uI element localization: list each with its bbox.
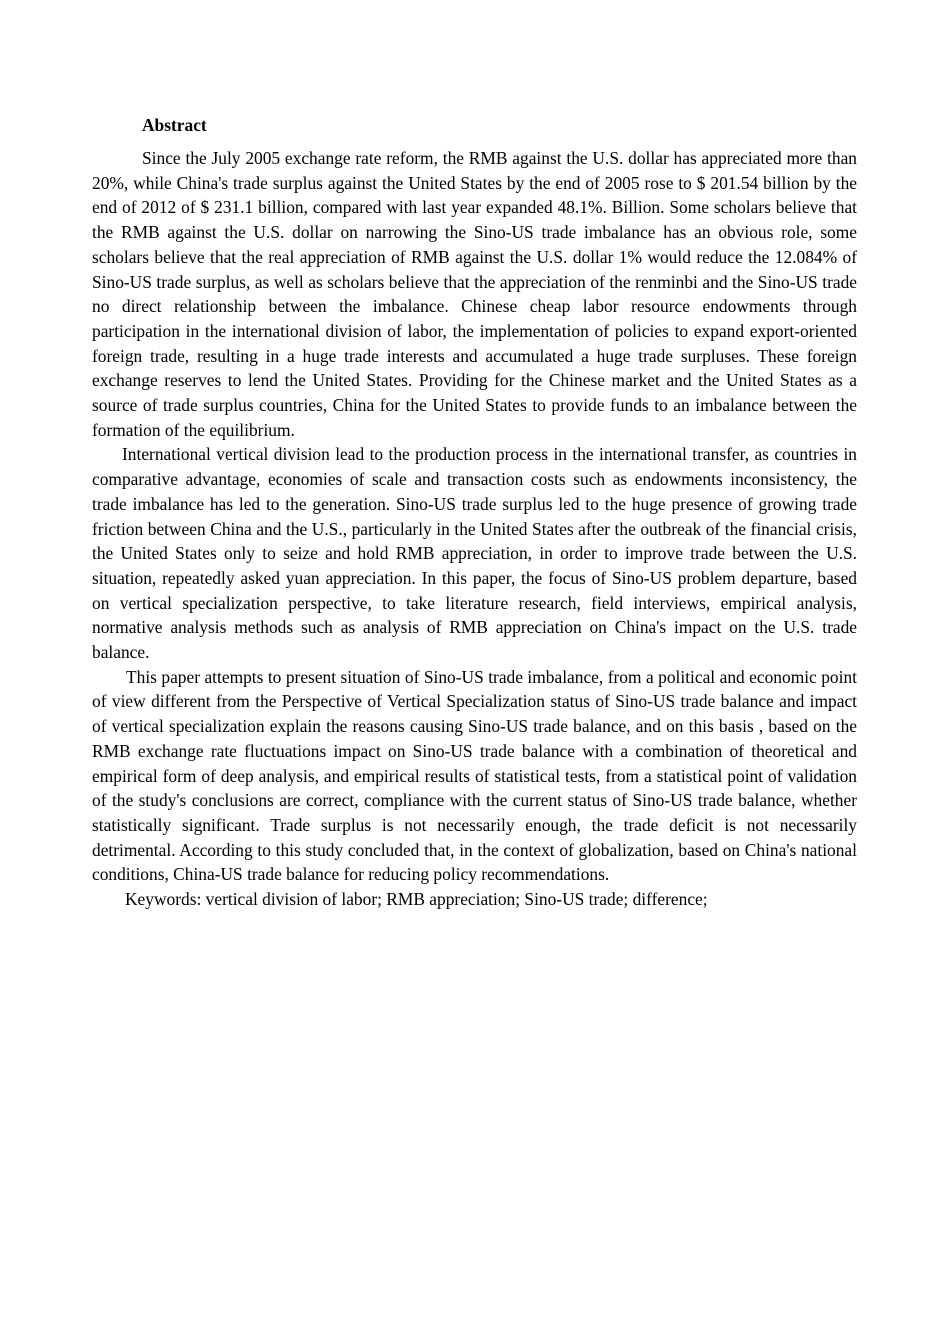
abstract-paragraph-3: This paper attempts to present situation of Sino-US trade imbalance, from a political and economic point of view different from the Perspective of Vertical Specialization status of Sino-US trade balance and impact of vertical specialization explain the reasons causing Sino-US trade balance, and on this basis , based on the RMB exchange rate fluctuations impact on Sino-US trade balance with a combination of theoretical and empirical form of deep analysis, and empirical results of statistical tests, from a statistical point of validation of the study's conclusions are correct, compliance with the current status of Sino-US trade balance, whether statistically significant. Trade surplus is not necessarily enough, the trade deficit is not necessarily detrimental. According to this study concluded that, in the context of globalization, based on China's national conditions, China-US trade balance for reducing policy recommendations. <box>92 666 857 885</box>
abstract-paragraph-2: International vertical division lead to the production process in the international transfer, as countries in comparative advantage, economies of scale and transaction costs such as endowments inconsistency, the trade imbalance has led to the generation. Sino-US trade surplus led to the huge presence of growing trade friction between China and the U.S., particularly in the United States after the outbreak of the financial crisis, the United States only to seize and hold RMB appreciation, in order to improve trade between the U.S. situation, repeatedly asked yuan appreciation. In this paper, the focus of Sino-US problem departure, based on vertical specialization perspective, to take literature research, field interviews, empirical analysis, normative analysis methods such as analysis of RMB appreciation on China's impact on the U.S. trade balance. <box>92 444 857 663</box>
abstract-heading: Abstract <box>142 115 207 135</box>
abstract-section <box>92 113 857 912</box>
keywords-line: Keywords: vertical division of labor; RMB appreciation; Sino-US trade; difference; <box>125 889 708 910</box>
abstract-paragraph-1: Since the July 2005 exchange rate reform, the RMB against the U.S. dollar has appreciated more than 20%, while China's trade surplus against the United States by the end of 2005 rose to $ 201.54 billion by the end of 2012 of $ 231.1 billion, compared with last year expanded 48.1%. Billion. Some scholars believe that the RMB against the U.S. dollar on narrowing the Sino-US trade imbalance has an obvious role, some scholars believe that the real appreciation of RMB against the U.S. dollar 1% would reduce the 12.084% of Sino-US trade surplus, as well as scholars believe that the appreciation of the renminbi and the Sino-US trade no direct relationship between the imbalance. Chinese cheap labor resource endowments through participation in the international division of labor, the implementation of policies to expand export-oriented foreign trade, resulting in a huge trade interests and accumulated a huge trade surpluses. These foreign exchange reserves to lend the United States. Providing for the Chinese market and the United States as a source of trade surplus countries, China for the United States to provide funds to an imbalance between the formation of the equilibrium. <box>92 148 857 440</box>
